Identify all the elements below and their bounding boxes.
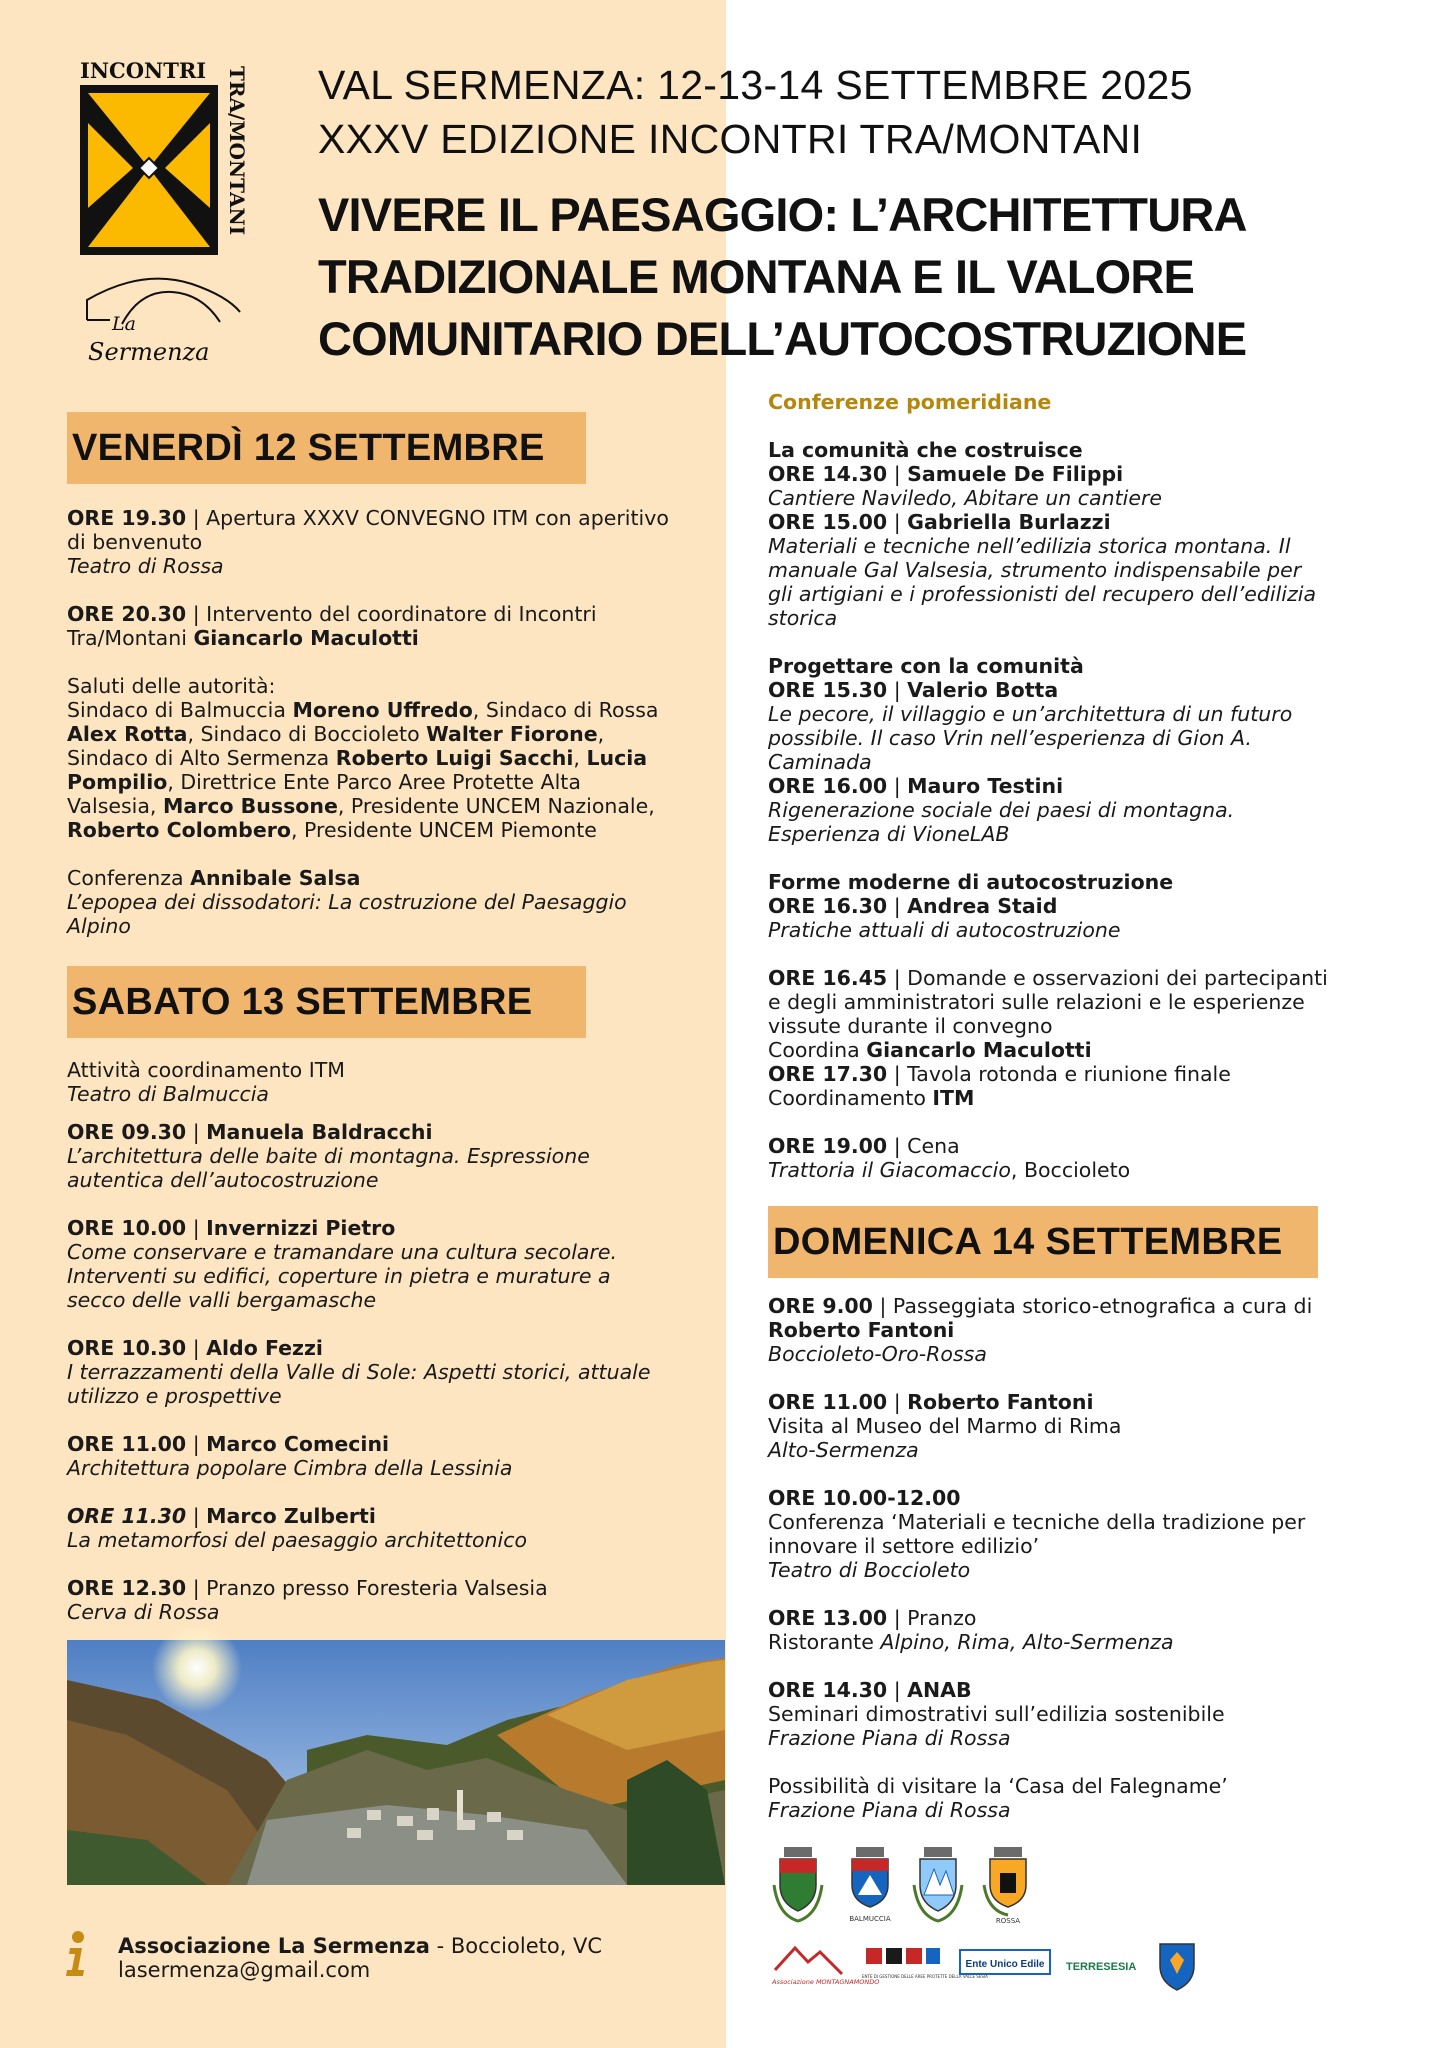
greet-text: , Presidente UNCEM Nazionale,	[337, 794, 655, 818]
event-text: Domande e osservazioni dei partecipanti	[907, 966, 1328, 990]
event-place: Trattoria il Giacomaccio	[768, 1158, 1011, 1182]
parco-valsesia-logo	[860, 1940, 988, 1988]
event-desc: L’architettura delle baite di montagna. Espressione	[67, 1144, 590, 1168]
event-time: ORE 9.00	[768, 1294, 873, 1318]
org-name: Associazione La Sermenza	[118, 1934, 430, 1958]
event-place: Alpino, Rima, Alto-Sermenza	[880, 1630, 1174, 1654]
greet-name: Pompilio	[67, 770, 168, 794]
event-desc: Caminada	[768, 750, 872, 774]
saturday-events: Attività coordinamento ITM Teatro di Balmuccia ORE 09.30 | Manuela Baldracchi L’architettura delle baite di montagna. Espressione autentica dell’autocostruzione ORE 10.00 | Invernizzi Pietro Come conservare e tramandare una cultura secolare. Interventi su edifici, coperture in pietra e murature a secco delle valli bergamasche ORE 10.30 | Aldo Fezzi I terrazzamenti della Valle di Sole: Aspetti storici, attuale utilizzo e prospettive ORE 11.00 | Marco Comecini Architettura popolare Cimbra della Lessinia ORE 11.30 | Marco Zulberti La metamorfosi del paesaggio architettonico ORE 12.30 | Pranzo presso Foresteria Valsesia Cerva di Rossa	[67, 1058, 727, 1624]
speaker-name: Marco Comecini	[206, 1432, 390, 1456]
event-desc: secco delle valli bergamasche	[67, 1288, 377, 1312]
afternoon-section-title: Conferenze pomeridiane	[768, 390, 1052, 414]
event-time: ORE 16.45	[768, 966, 888, 990]
sunday-events: ORE 9.00 | Passeggiata storico-etnografica a cura di Roberto Fantoni Boccioleto-Oro-Rossa ORE 11.00 | Roberto Fantoni Visita al Museo del Marmo di Rima Alto-Sermenza ORE 10.00-12.00 Conferenza ‘Materiali e tecniche della tradizione per innovare il settore edilizio’ Teatro di Boccioleto ORE 13.00 | Pranzo Ristorante Alpino, Rima, Alto-Sermenza ORE 14.30 | ANAB Seminari dimostrativi sull’edilizia sostenibile Frazione Piana di Rossa Possibilità di visitare la ‘Casa del Falegname’ Frazione Piana di Rossa	[768, 1294, 1428, 1822]
info-icon	[62, 1930, 90, 1978]
event-desc: I terrazzamenti della Valle di Sole: Aspetti storici, attuale	[67, 1360, 651, 1384]
event-text: Passeggiata storico-etnografica	[892, 1294, 1217, 1318]
saturday-heading: SABATO 13 SETTEMBRE	[67, 966, 586, 1038]
speaker-name: Roberto Fantoni	[907, 1390, 1094, 1414]
greet-text: , Sindaco di Boccioleto	[187, 722, 420, 746]
group-title: La comunità che costruisce	[768, 438, 1083, 462]
event-time: ORE 14.30	[768, 462, 888, 486]
greet-name: Roberto Colombero	[67, 818, 291, 842]
friday-heading: VENERDÌ 12 SETTEMBRE	[67, 412, 586, 484]
event-place: Teatro di Boccioleto	[768, 1558, 971, 1582]
event-text: Conferenza ‘Materiali e tecniche della tradizione per	[768, 1510, 1306, 1534]
event-place: Boccioleto-Oro-Rossa	[768, 1342, 987, 1366]
sponsor-name: ENTE DI GESTIONE DELLE AREE PROTETTE DELLA VALLE SESIA	[862, 1974, 988, 1979]
afternoon-events: La comunità che costruisce ORE 14.30 | Samuele De Filippi Cantiere Naviledo, Abitare un cantiere ORE 15.00 | Gabriella Burlazzi Materiali e tecniche nell’edilizia storica montana. Il manuale Gal Valsesia, strumento indispensabile per gli artigiani e i professionisti del recupero dell’edilizia storica Progettare con la comunità ORE 15.30 | Valerio Botta Le pecore, il villaggio e un’architettura di un futuro possibile. Il caso Vrin nell’esperienza di Gion A. Caminada ORE 16.00 | Mauro Testini Rigenerazione sociale dei paesi di montagna. Esperienza di VioneLAB Forme moderne di autocostruzione ORE 16.30 | Andrea Staid Pratiche attuali di autocostruzione ORE 16.45 | Domande e osservazioni dei partecipanti e degli amministratori sulle relazioni e le esperienze vissute durante il convegno Coordina Giancarlo Maculotti ORE 17.30 | Tavola rotonda e riunione finale Coordinamento ITM ORE 19.00 | Cena Trattoria il Giacomaccio, Boccioleto	[768, 438, 1428, 1182]
main-title-line: VIVERE IL PAESAGGIO: L’ARCHITETTURA	[318, 188, 1247, 241]
org-location: - Boccioleto, VC	[429, 1934, 603, 1958]
event-text: innovare il settore edilizio’	[768, 1534, 1040, 1558]
event-desc: manuale Gal Valsesia, strumento indispensabile per	[768, 558, 1302, 582]
event-time: ORE 11.30	[67, 1504, 187, 1528]
footer-contact	[118, 1934, 602, 1982]
event-place: Alto-Sermenza	[768, 1438, 919, 1462]
greet-name: Alex Rotta	[67, 722, 188, 746]
greet-name: Roberto Luigi Sacchi	[335, 746, 574, 770]
event-text: Visita al Museo del Marmo di Rima	[768, 1414, 1122, 1438]
event-time: ORE 10.00-12.00	[768, 1486, 961, 1510]
event-text: Intervento del coordinatore di Incontri	[206, 602, 597, 626]
greet-text: , Presidente UNCEM Piemonte	[290, 818, 597, 842]
event-text: Attività coordinamento ITM	[67, 1058, 345, 1082]
sunday-heading: DOMENICA 14 SETTEMBRE	[768, 1206, 1318, 1278]
event-text: vissute durante il convegno	[768, 1014, 1053, 1038]
header-line2: XXXV EDIZIONE INCONTRI TRA/MONTANI	[318, 116, 1143, 162]
main-title	[318, 184, 1418, 370]
conference-desc: L’epopea dei dissodatori: La costruzione del Paesaggio	[67, 890, 627, 914]
coord-label: Coordina	[768, 1038, 860, 1062]
speaker-name: Annibale Salsa	[190, 866, 361, 890]
logo2-sermenza: Sermenza	[88, 338, 210, 366]
event-time: ORE 13.00	[768, 1606, 888, 1630]
sponsor-name: TERRESESIA	[1066, 1961, 1137, 1973]
speaker-name: Marco Zulberti	[206, 1504, 376, 1528]
group-title: Progettare con la comunità	[768, 654, 1084, 678]
sponsor-name: Ente Unico Edile	[965, 1959, 1045, 1970]
event-desc: Come conservare e tramandare una cultura secolare.	[67, 1240, 618, 1264]
logo-top-text: INCONTRI	[80, 58, 207, 83]
crest-rossa-icon	[980, 1845, 1036, 1925]
event-desc: La metamorfosi del paesaggio architettonico	[67, 1528, 528, 1552]
event-desc: autentica dell’autocostruzione	[67, 1168, 379, 1192]
event-desc: Materiali e tecniche nell’edilizia storica montana. Il	[768, 534, 1291, 558]
event-text: Tavola rotonda e riunione finale	[907, 1062, 1231, 1086]
org-email: lasermenza@gmail.com	[118, 1958, 371, 1982]
crest-icon	[770, 1845, 826, 1925]
speaker-name: Gabriella Burlazzi	[907, 510, 1111, 534]
event-desc: Cantiere Naviledo, Abitare un cantiere	[768, 486, 1162, 510]
main-title-line: TRADIZIONALE MONTANA E IL VALORE	[318, 250, 1195, 303]
terresesia-logo	[1064, 1940, 1138, 1988]
montagnamondo-logo	[770, 1940, 880, 1988]
greetings-title: Saluti delle autorità:	[67, 674, 276, 698]
event-desc: Rigenerazione sociale dei paesi di montagna.	[768, 798, 1235, 822]
friday-events: ORE 19.30 | Apertura XXXV CONVEGNO ITM con aperitivo di benvenuto Teatro di Rossa ORE 20.30 | Intervento del coordinatore di Incontri Tra/Montani Giancarlo Maculotti Saluti delle autorità: Sindaco di Balmuccia Moreno Uffredo, Sindaco di Rossa Alex Rotta, Sindaco di Boccioleto Walter Fiorone, Sindaco di Alto Sermenza Roberto Luigi Sacchi, Lucia Pompilio, Direttrice Ente Parco Aree Protette Alta Valsesia, Marco Bussone, Presidente UNCEM Nazionale, Roberto Colombero, Presidente UNCEM Piemonte Conferenza Annibale Salsa L’epopea dei dissodatori: La costruzione del Paesaggio Alpino	[67, 506, 727, 938]
event-desc: gli artigiani e i professionisti del recupero dell’edilizia	[768, 582, 1317, 606]
speaker-name: Roberto Fantoni	[768, 1318, 955, 1342]
event-text: Pranzo	[907, 1606, 977, 1630]
event-time: ORE 14.30	[768, 1678, 888, 1702]
greet-text: Valsesia,	[67, 794, 157, 818]
coord-name: ITM	[932, 1086, 975, 1110]
event-time: ORE 16.30	[768, 894, 888, 918]
event-time: ORE 15.00	[768, 510, 888, 534]
event-desc: Esperienza di VioneLAB	[768, 822, 1010, 846]
event-time: ORE 17.30	[768, 1062, 888, 1086]
greet-name: Marco Bussone	[162, 794, 338, 818]
event-place: Cerva di Rossa	[67, 1600, 220, 1624]
speaker-name: ANAB	[907, 1678, 972, 1702]
crest-label: ROSSA	[995, 1917, 1021, 1925]
event-text: di benvenuto	[67, 530, 203, 554]
conference-desc: Alpino	[67, 914, 131, 938]
greet-text: Sindaco di Alto Sermenza	[67, 746, 330, 770]
event-text: Pranzo presso Foresteria Valsesia	[206, 1576, 548, 1600]
speaker-name: Giancarlo Maculotti	[193, 626, 419, 650]
coord-label: Coordinamento	[768, 1086, 926, 1110]
speaker-name: Mauro Testini	[907, 774, 1064, 798]
greet-name: Moreno Uffredo	[292, 698, 473, 722]
event-place: Frazione Piana di Rossa	[768, 1726, 1011, 1750]
event-time: ORE 11.00	[768, 1390, 888, 1414]
greet-name: Walter Fiorone	[426, 722, 598, 746]
incontri-tramontani-logo	[78, 58, 250, 258]
event-text: Seminari dimostrativi sull’edilizia sostenibile	[768, 1702, 1225, 1726]
greet-name: Lucia	[586, 746, 648, 770]
event-time: ORE 12.30	[67, 1576, 187, 1600]
speaker-name: Aldo Fezzi	[206, 1336, 323, 1360]
event-time: ORE 15.30	[768, 678, 888, 702]
event-time: ORE 09.30	[67, 1120, 187, 1144]
la-sermenza-logo	[82, 272, 242, 367]
event-place: Teatro di Rossa	[67, 554, 224, 578]
event-desc: Interventi su edifici, coperture in pietra e murature a	[67, 1264, 611, 1288]
speaker-name: Manuela Baldracchi	[206, 1120, 433, 1144]
event-time: ORE 10.00	[67, 1216, 187, 1240]
logo2-la: La	[112, 313, 136, 335]
group-title: Forme moderne di autocostruzione	[768, 870, 1174, 894]
event-place: Teatro di Balmuccia	[67, 1082, 269, 1106]
valley-landscape-photo	[67, 1640, 725, 1885]
speaker-name: Giancarlo Maculotti	[866, 1038, 1092, 1062]
event-text: Possibilità di visitare la ‘Casa del Falegname’	[768, 1774, 1228, 1798]
event-desc: Pratiche attuali di autocostruzione	[768, 918, 1121, 942]
ente-unico-edile-logo	[958, 1940, 1052, 1988]
greet-text: Sindaco di Balmuccia	[67, 698, 286, 722]
event-time: ORE 11.00	[67, 1432, 187, 1456]
event-time: ORE 19.00	[768, 1134, 888, 1158]
event-desc: utilizzo e prospettive	[67, 1384, 282, 1408]
speaker-name: Valerio Botta	[907, 678, 1059, 702]
event-time: ORE 16.00	[768, 774, 888, 798]
greet-text: , Direttrice Ente Parco Aree Protette Alta	[167, 770, 581, 794]
crest-balmuccia-icon	[842, 1845, 898, 1925]
crest-label: BALMUCCIA	[849, 1915, 891, 1923]
header-line1: VAL SERMENZA: 12-13-14 SETTEMBRE 2025	[318, 62, 1193, 108]
event-time: ORE 10.30	[67, 1336, 187, 1360]
conference-label: Conferenza	[67, 866, 184, 890]
event-place: Frazione Piana di Rossa	[768, 1798, 1011, 1822]
event-text: Cena	[907, 1134, 960, 1158]
sponsor-name: Associazione MONTAGNAMONDO	[772, 1978, 880, 1986]
event-desc: Architettura popolare Cimbra della Lessinia	[67, 1456, 513, 1480]
event-text: e degli amministratori sulle relazioni e le esperienze	[768, 990, 1305, 1014]
event-desc: Le pecore, il villaggio e un’architettura di un futuro	[768, 702, 1293, 726]
speaker-name: Andrea Staid	[907, 894, 1058, 918]
speaker-name: Invernizzi Pietro	[206, 1216, 396, 1240]
logo-side-text: TRA/MONTANI	[225, 66, 249, 236]
event-place: , Boccioleto	[1010, 1158, 1131, 1182]
main-title-line: COMUNITARIO DELL’AUTOCOSTRUZIONE	[318, 312, 1247, 365]
event-text: Tra/Montani	[67, 626, 187, 650]
event-text: a cura di	[1216, 1294, 1313, 1318]
event-time: ORE 19.30	[67, 506, 187, 530]
event-time: ORE 20.30	[67, 602, 187, 626]
event-text: Apertura XXXV CONVEGNO ITM con aperitivo	[206, 506, 669, 530]
event-place: Ristorante	[768, 1630, 881, 1654]
event-desc: possibile. Il caso Vrin nell’esperienza di Gion A.	[768, 726, 1252, 750]
greet-text: , Sindaco di Rossa	[472, 698, 659, 722]
crest-icon	[910, 1845, 966, 1925]
event-desc: storica	[768, 606, 838, 630]
crest-icon	[1152, 1934, 1202, 1994]
speaker-name: Samuele De Filippi	[907, 462, 1124, 486]
